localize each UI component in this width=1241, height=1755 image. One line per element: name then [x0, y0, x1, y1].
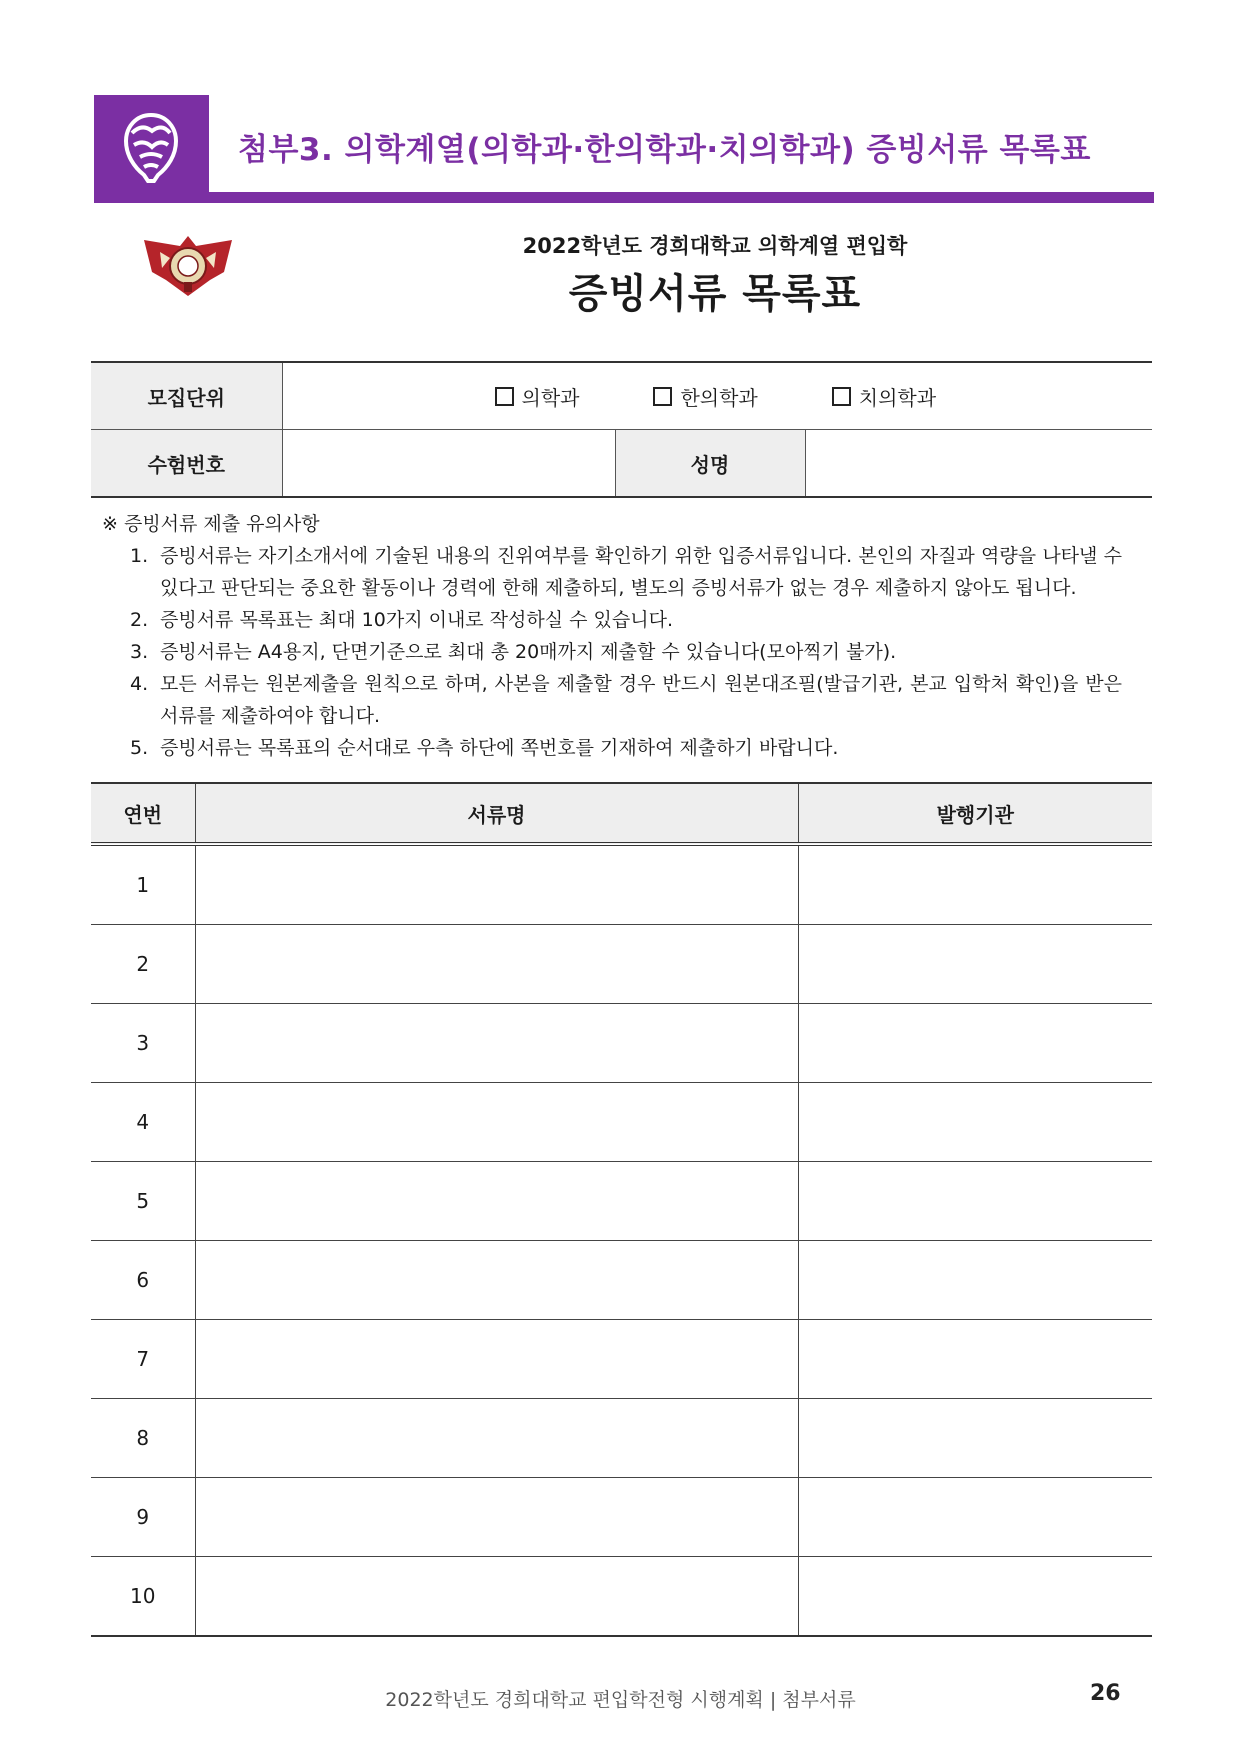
- document-name-cell[interactable]: [195, 1399, 798, 1478]
- unit-label: 모집단위: [91, 362, 282, 430]
- exam-row: [91, 430, 1152, 498]
- document-name-cell[interactable]: [195, 925, 798, 1004]
- option-korean-medicine[interactable]: 한의학과: [653, 382, 757, 411]
- row-number: 4: [91, 1083, 195, 1162]
- page-number: 26: [1090, 1681, 1121, 1706]
- exam-number-label: 수험번호: [91, 430, 282, 498]
- header-title: 첨부3. 의학계열(의학과·한의학과·치의학과) 증빙서류 목록표: [238, 132, 1091, 168]
- document-name-cell[interactable]: [195, 1320, 798, 1399]
- header-underline: [94, 192, 1154, 203]
- row-number: 7: [91, 1320, 195, 1399]
- col-header-issuer: 발행기관: [798, 783, 1152, 844]
- lion-head-icon: [118, 111, 184, 185]
- table-header-row: [91, 783, 1152, 844]
- applicant-info-table: [91, 361, 1152, 498]
- header-logo-box: [94, 95, 209, 203]
- unit-options: [282, 362, 1152, 430]
- row-number: 1: [91, 844, 195, 925]
- row-number: 2: [91, 925, 195, 1004]
- issuer-cell[interactable]: [798, 1557, 1152, 1637]
- issuer-cell[interactable]: [798, 1004, 1152, 1083]
- table-row: [91, 1004, 1152, 1083]
- issuer-cell[interactable]: [798, 1478, 1152, 1557]
- name-label: 성명: [615, 430, 805, 498]
- note-item: 3. 증빙서류는 A4용지, 단면기준으로 최대 총 20매까지 제출할 수 있습니다(모아찍기 불가).: [130, 641, 897, 663]
- document-name-cell[interactable]: [195, 1241, 798, 1320]
- document-name-cell[interactable]: [195, 1478, 798, 1557]
- document-list-table: [91, 782, 1152, 1637]
- note-item: 5. 증빙서류는 목록표의 순서대로 우측 하단에 쪽번호를 기재하여 제출하기 바랍니다.: [130, 737, 839, 759]
- issuer-cell[interactable]: [798, 925, 1152, 1004]
- table-row: [91, 1162, 1152, 1241]
- issuer-cell[interactable]: [798, 1399, 1152, 1478]
- table-row: [91, 844, 1152, 925]
- note-item: 2. 증빙서류 목록표는 최대 10가지 이내로 작성하실 수 있습니다.: [130, 609, 673, 631]
- exam-number-field[interactable]: [282, 430, 615, 498]
- issuer-cell[interactable]: [798, 1241, 1152, 1320]
- notes-heading: ※ 증빙서류 제출 유의사항: [102, 513, 320, 535]
- issuer-cell[interactable]: [798, 1320, 1152, 1399]
- col-header-number: 연번: [91, 783, 195, 844]
- table-row: [91, 925, 1152, 1004]
- document-name-cell[interactable]: [195, 1162, 798, 1241]
- row-number: 8: [91, 1399, 195, 1478]
- checkbox-medicine[interactable]: [495, 387, 514, 406]
- issuer-cell[interactable]: [798, 844, 1152, 925]
- checkbox-dentistry[interactable]: [832, 387, 851, 406]
- row-number: 3: [91, 1004, 195, 1083]
- row-number: 9: [91, 1478, 195, 1557]
- submission-notes: [102, 508, 1122, 764]
- unit-row: [91, 362, 1152, 430]
- checkbox-korean-medicine[interactable]: [653, 387, 672, 406]
- document-name-cell[interactable]: [195, 1557, 798, 1637]
- issuer-cell[interactable]: [798, 1083, 1152, 1162]
- issuer-cell[interactable]: [798, 1162, 1152, 1241]
- row-number: 5: [91, 1162, 195, 1241]
- document-name-cell[interactable]: [195, 1083, 798, 1162]
- table-row: [91, 1399, 1152, 1478]
- row-number: 6: [91, 1241, 195, 1320]
- table-row: [91, 1320, 1152, 1399]
- table-row: [91, 1478, 1152, 1557]
- name-field[interactable]: [805, 430, 1152, 498]
- footer-text: 2022학년도 경희대학교 편입학전형 시행계획 | 첨부서류: [385, 1689, 856, 1711]
- table-row: [91, 1557, 1152, 1637]
- document-name-cell[interactable]: [195, 1004, 798, 1083]
- option-dentistry[interactable]: 치의학과: [832, 382, 936, 411]
- document-subtitle: 2022학년도 경희대학교 의학계열 편입학: [522, 234, 908, 258]
- document-title: 증빙서류 목록표: [568, 271, 862, 317]
- table-row: [91, 1241, 1152, 1320]
- document-name-cell[interactable]: [195, 844, 798, 925]
- note-item: 4. 모든 서류는 원본제출을 원칙으로 하며, 사본을 제출할 경우 반드시 원본대조필(발급기관, 본교 입학처 확인)을 받은 서류를 제출하여야 합니다.: [130, 673, 1122, 727]
- table-row: [91, 1083, 1152, 1162]
- note-item: 1. 증빙서류는 자기소개서에 기술된 내용의 진위여부를 확인하기 위한 입증서류입니다. 본인의 자질과 역량을 나타낼 수 있다고 판단되는 중요한 활동이나 경력에 한해 제출하되, 별도의 증빙서류가 없는 경우 제출하지 않아도 됩니다.: [130, 545, 1122, 599]
- col-header-document-name: 서류명: [195, 783, 798, 844]
- row-number: 10: [91, 1557, 195, 1637]
- option-medicine[interactable]: 의학과: [495, 382, 580, 411]
